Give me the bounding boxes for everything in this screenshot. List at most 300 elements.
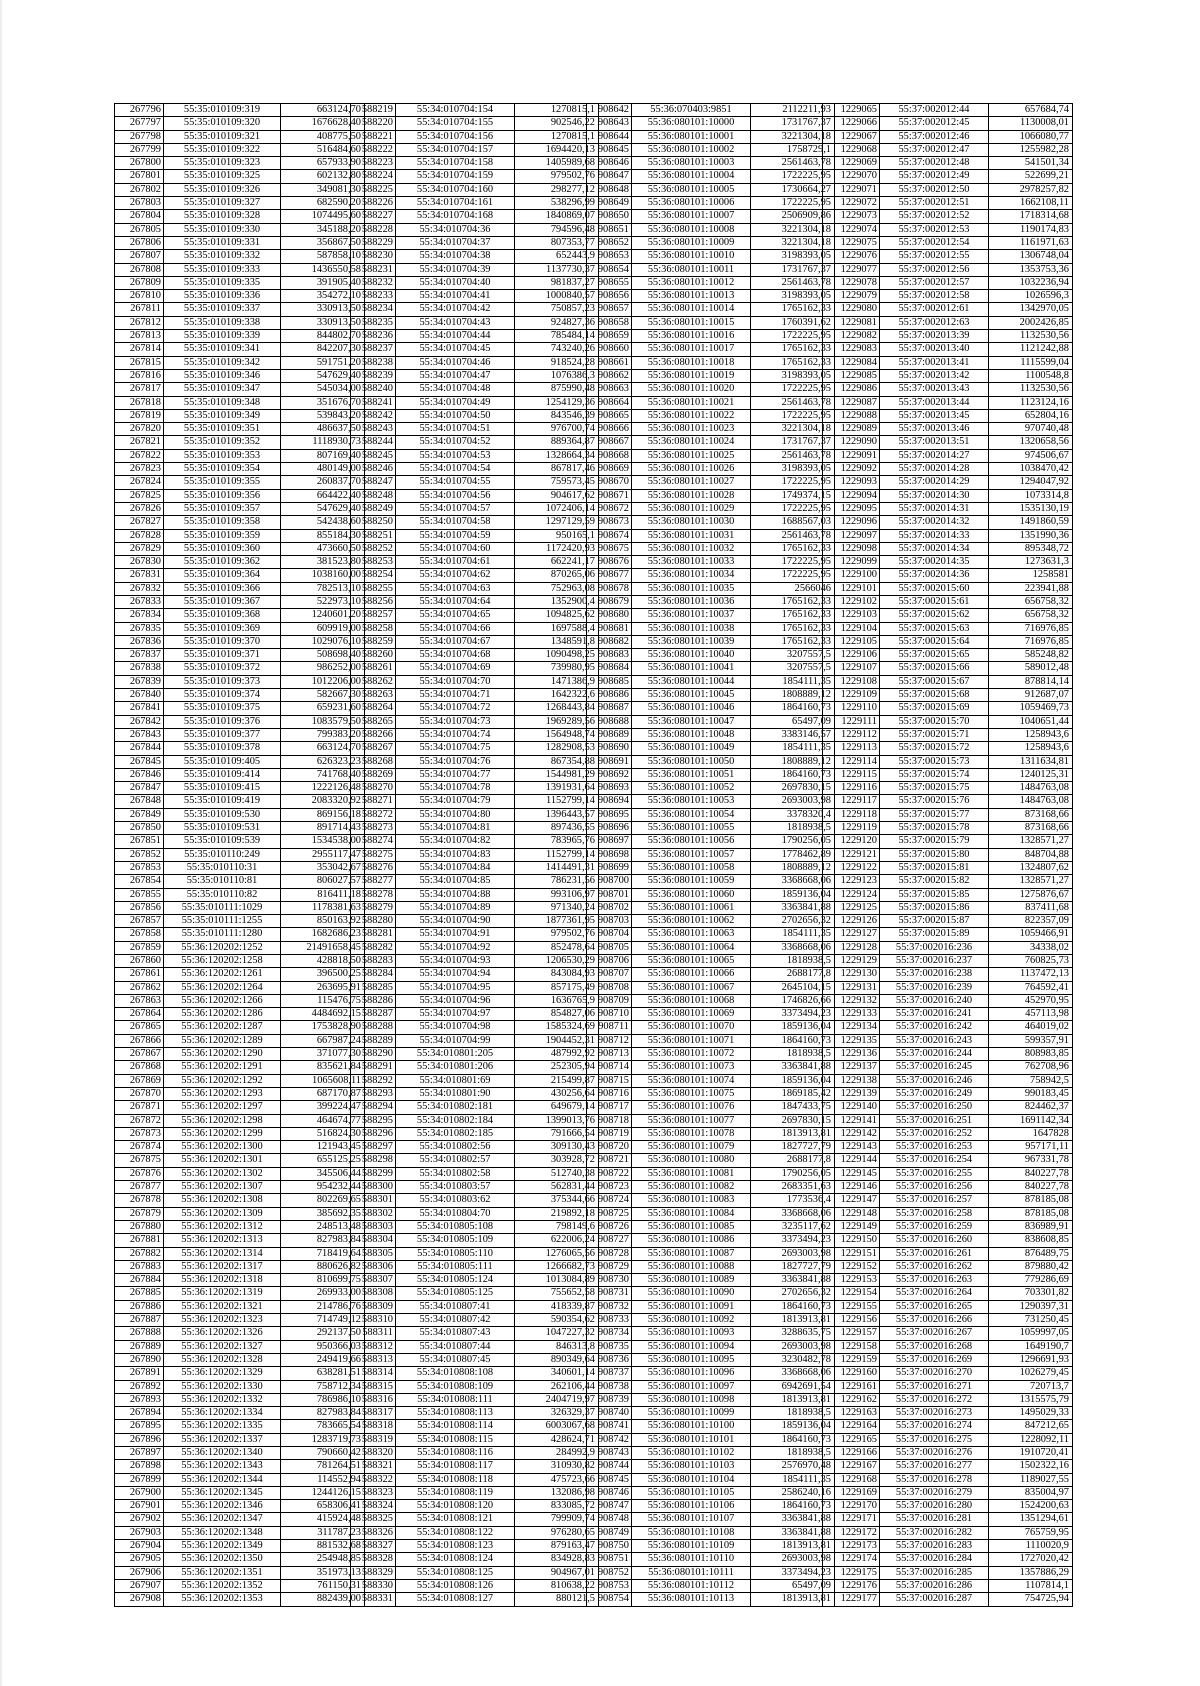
row-number: 1229162 — [823, 1393, 880, 1406]
cadastral-number: 55:35:010110:81 — [164, 875, 281, 888]
row-number: 1229138 — [823, 1074, 880, 1087]
cadastral-number: 55:35:010109:378 — [164, 742, 281, 755]
row-number: 588252 — [351, 542, 396, 555]
cadastral-value: 1813913,81 — [751, 1127, 835, 1140]
row-number: 908680 — [587, 609, 632, 622]
cadastral-value: 808983,85 — [989, 1048, 1073, 1061]
cadastral-number: 55:35:010109:321 — [164, 130, 281, 143]
cadastral-number: 55:35:010109:332 — [164, 250, 281, 263]
cadastral-value: 1152799,14 — [515, 848, 599, 861]
table-row — [587, 1300, 835, 1313]
table-row — [823, 1048, 1073, 1061]
cadastral-value: 1773536,4 — [751, 1194, 835, 1207]
table-row — [587, 1087, 835, 1100]
cadastral-value: 1357886,29 — [989, 1566, 1073, 1579]
cadastral-value: 3363841,88 — [751, 1061, 835, 1074]
cadastral-number: 55:34:010808:115 — [396, 1433, 515, 1446]
cadastral-value: 889364,87 — [515, 436, 599, 449]
cadastral-value: 263695,91 — [281, 981, 365, 994]
row-number: 588243 — [351, 423, 396, 436]
table-row — [587, 197, 835, 210]
row-number: 908750 — [587, 1540, 632, 1553]
row-number: 1229167 — [823, 1460, 880, 1473]
cadastral-value: 3368668,06 — [751, 1367, 835, 1380]
cadastral-number: 55:34:010704:80 — [396, 808, 515, 821]
row-number: 1229118 — [823, 808, 880, 821]
table-row — [587, 1008, 835, 1021]
table-row — [587, 994, 835, 1007]
table-row — [351, 157, 599, 170]
cadastral-value: 311787,23 — [281, 1526, 365, 1539]
row-number: 267842 — [115, 715, 164, 728]
row-number: 267832 — [115, 582, 164, 595]
row-number: 267891 — [115, 1367, 164, 1380]
cadastral-value: 897436,55 — [515, 822, 599, 835]
cadastral-value: 418339,87 — [515, 1300, 599, 1313]
table-row — [115, 436, 365, 449]
cadastral-value: 807169,40 — [281, 449, 365, 462]
table-row — [115, 1127, 365, 1140]
table-row — [823, 409, 1073, 422]
cadastral-value: 2702656,32 — [751, 915, 835, 928]
cadastral-value: 971340,24 — [515, 901, 599, 914]
row-number: 267807 — [115, 250, 164, 263]
cadastral-number: 55:37:002015:68 — [880, 689, 989, 702]
table-row — [115, 981, 365, 994]
cadastral-value: 957171,11 — [989, 1141, 1073, 1154]
cadastral-number: 55:36:080101:10040 — [632, 649, 751, 662]
table-row — [351, 622, 599, 635]
table-row — [115, 1327, 365, 1340]
row-number: 908642 — [587, 104, 632, 117]
cadastral-number: 55:34:010704:36 — [396, 223, 515, 236]
row-number: 908670 — [587, 476, 632, 489]
row-number: 1229106 — [823, 649, 880, 662]
row-number: 588272 — [351, 808, 396, 821]
cadastral-number: 55:37:002016:280 — [880, 1500, 989, 1513]
cadastral-number: 55:36:080101:10082 — [632, 1181, 751, 1194]
row-number: 588262 — [351, 675, 396, 688]
cadastral-number: 55:36:080101:10112 — [632, 1579, 751, 1592]
row-number: 267863 — [115, 994, 164, 1007]
cadastral-value: 834928,83 — [515, 1553, 599, 1566]
cadastral-value: 1854111,35 — [751, 1473, 835, 1486]
cadastral-number: 55:37:002012:58 — [880, 290, 989, 303]
row-number: 908703 — [587, 915, 632, 928]
cadastral-value: 785484,14 — [515, 330, 599, 343]
cadastral-value: 3368668,06 — [751, 875, 835, 888]
table-row — [351, 569, 599, 582]
row-number: 267829 — [115, 542, 164, 555]
table-row — [351, 369, 599, 382]
cadastral-value: 132086,98 — [515, 1486, 599, 1499]
cadastral-value: 1258581 — [989, 569, 1073, 582]
table-row — [823, 1141, 1073, 1154]
cadastral-number: 55:36:080101:10066 — [632, 968, 751, 981]
cadastral-value: 1351294,61 — [989, 1513, 1073, 1526]
cadastral-value: 3221304,18 — [751, 236, 835, 249]
cadastral-number: 55:35:010109:330 — [164, 223, 281, 236]
table-row — [351, 423, 599, 436]
cadastral-number: 55:36:080101:10003 — [632, 157, 751, 170]
row-number: 267878 — [115, 1194, 164, 1207]
row-number: 267808 — [115, 263, 164, 276]
table-row — [587, 728, 835, 741]
table-row — [823, 1446, 1073, 1459]
table-row — [115, 861, 365, 874]
row-number: 1229119 — [823, 822, 880, 835]
table-row — [351, 1114, 599, 1127]
row-number: 908645 — [587, 143, 632, 156]
cadastral-value: 349081,30 — [281, 183, 365, 196]
cadastral-number: 55:36:120202:1329 — [164, 1367, 281, 1380]
cadastral-number: 55:36:080101:10057 — [632, 848, 751, 861]
cadastral-number: 55:37:002014:29 — [880, 476, 989, 489]
cadastral-value: 522973,10 — [281, 595, 365, 608]
table-row — [115, 529, 365, 542]
row-number: 908652 — [587, 236, 632, 249]
row-number: 1229142 — [823, 1127, 880, 1140]
cadastral-number: 55:37:002012:49 — [880, 170, 989, 183]
table-row — [823, 981, 1073, 994]
cadastral-number: 55:35:010109:370 — [164, 635, 281, 648]
table-row — [351, 1393, 599, 1406]
row-number: 588224 — [351, 170, 396, 183]
cadastral-number: 55:36:080101:10059 — [632, 875, 751, 888]
table-row — [823, 768, 1073, 781]
row-number: 267827 — [115, 516, 164, 529]
cadastral-value: 902546,22 — [515, 117, 599, 130]
table-row — [115, 1021, 365, 1034]
cadastral-number: 55:36:120202:1345 — [164, 1486, 281, 1499]
table-row — [587, 356, 835, 369]
cadastral-number: 55:34:010704:58 — [396, 516, 515, 529]
table-row — [587, 782, 835, 795]
row-number: 588248 — [351, 489, 396, 502]
cadastral-value: 6003067,68 — [515, 1420, 599, 1433]
cadastral-number: 55:36:080101:10048 — [632, 728, 751, 741]
cadastral-value: 2561463,78 — [751, 276, 835, 289]
cadastral-value: 1818938,5 — [751, 822, 835, 835]
cadastral-number: 55:37:002016:244 — [880, 1048, 989, 1061]
cadastral-number: 55:37:002016:286 — [880, 1579, 989, 1592]
cadastral-number: 55:35:010109:347 — [164, 383, 281, 396]
cadastral-value: 835004,97 — [989, 1486, 1073, 1499]
row-number: 267805 — [115, 223, 164, 236]
cadastral-value: 783665,54 — [281, 1420, 365, 1433]
table-row — [115, 795, 365, 808]
cadastral-value: 1282908,53 — [515, 742, 599, 755]
table-row — [351, 1553, 599, 1566]
cadastral-value: 457113,98 — [989, 1008, 1073, 1021]
row-number: 908723 — [587, 1181, 632, 1194]
table-row — [823, 1420, 1073, 1433]
cadastral-number: 55:34:010704:66 — [396, 622, 515, 635]
table-row — [823, 1181, 1073, 1194]
row-number: 908709 — [587, 994, 632, 1007]
table-row — [587, 250, 835, 263]
cadastral-number: 55:36:080101:10069 — [632, 1008, 751, 1021]
table-row — [115, 1579, 365, 1592]
cadastral-value: 824462,37 — [989, 1101, 1073, 1114]
cadastral-value: 1273631,3 — [989, 556, 1073, 569]
row-number: 267824 — [115, 476, 164, 489]
cadastral-value: 1132530,56 — [989, 383, 1073, 396]
cadastral-number: 55:35:010111:1255 — [164, 915, 281, 928]
row-number: 267895 — [115, 1420, 164, 1433]
table-row — [587, 835, 835, 848]
cadastral-value: 1038160,00 — [281, 569, 365, 582]
table-row — [587, 1101, 835, 1114]
cadastral-value: 452970,95 — [989, 994, 1073, 1007]
table-row — [115, 1380, 365, 1393]
table-row — [823, 1314, 1073, 1327]
cadastral-value: 599357,91 — [989, 1034, 1073, 1047]
cadastral-value: 810699,75 — [281, 1274, 365, 1287]
row-number: 588294 — [351, 1101, 396, 1114]
table-row — [115, 1034, 365, 1047]
table-row — [587, 1420, 835, 1433]
table-row — [587, 236, 835, 249]
table-row — [587, 330, 835, 343]
cadastral-value: 1396443,57 — [515, 808, 599, 821]
cadastral-value: 1676628,40 — [281, 117, 365, 130]
table-row — [823, 994, 1073, 1007]
cadastral-number: 55:36:080101:10037 — [632, 609, 751, 622]
cadastral-number: 55:35:010109:325 — [164, 170, 281, 183]
row-number: 267821 — [115, 436, 164, 449]
cadastral-number: 55:37:002013:45 — [880, 409, 989, 422]
cadastral-number: 55:36:080101:10097 — [632, 1380, 751, 1393]
cadastral-number: 55:37:002015:73 — [880, 755, 989, 768]
cadastral-table-column-1 — [114, 103, 365, 1607]
row-number: 1229147 — [823, 1194, 880, 1207]
cadastral-value: 1137730,37 — [515, 263, 599, 276]
table-row — [823, 569, 1073, 582]
row-number: 1229116 — [823, 782, 880, 795]
table-row — [587, 183, 835, 196]
cadastral-value: 391905,40 — [281, 276, 365, 289]
cadastral-number: 55:36:120202:1261 — [164, 968, 281, 981]
table-row — [823, 303, 1073, 316]
table-row — [823, 143, 1073, 156]
table-row — [115, 476, 365, 489]
cadastral-value: 3288635,75 — [751, 1327, 835, 1340]
row-number: 1229102 — [823, 595, 880, 608]
row-number: 908682 — [587, 635, 632, 648]
row-number: 1229085 — [823, 369, 880, 382]
cadastral-value: 755652,58 — [515, 1287, 599, 1300]
row-number: 908710 — [587, 1008, 632, 1021]
table-row — [351, 702, 599, 715]
cadastral-number: 55:34:010704:42 — [396, 303, 515, 316]
cadastral-value: 720713,7 — [989, 1380, 1073, 1393]
cadastral-value: 799383,20 — [281, 728, 365, 741]
cadastral-value: 2955117,47 — [281, 848, 365, 861]
cadastral-value: 2566046 — [751, 582, 835, 595]
row-number: 588261 — [351, 662, 396, 675]
cadastral-value: 475723,66 — [515, 1473, 599, 1486]
cadastral-number: 55:34:010704:92 — [396, 941, 515, 954]
cadastral-value: 3207557,5 — [751, 649, 835, 662]
table-row — [823, 888, 1073, 901]
row-number: 588328 — [351, 1553, 396, 1566]
cadastral-number: 55:36:080101:10088 — [632, 1260, 751, 1273]
cadastral-number: 55:34:010704:89 — [396, 901, 515, 914]
cadastral-number: 55:36:080101:10045 — [632, 689, 751, 702]
cadastral-number: 55:34:010704:38 — [396, 250, 515, 263]
table-row — [115, 742, 365, 755]
cadastral-number: 55:35:010109:327 — [164, 197, 281, 210]
cadastral-value: 464674,77 — [281, 1114, 365, 1127]
cadastral-value: 3198393,05 — [751, 463, 835, 476]
cadastral-value: 626323,23 — [281, 755, 365, 768]
cadastral-value: 65497,09 — [751, 1579, 835, 1592]
cadastral-value: 656758,32 — [989, 609, 1073, 622]
row-number: 908644 — [587, 130, 632, 143]
row-number: 588284 — [351, 968, 396, 981]
table-row — [587, 1247, 835, 1260]
row-number: 1229078 — [823, 276, 880, 289]
row-number: 1229092 — [823, 463, 880, 476]
cadastral-number: 55:34:010808:126 — [396, 1579, 515, 1592]
table-row — [115, 542, 365, 555]
cadastral-number: 55:34:010704:56 — [396, 489, 515, 502]
cadastral-number: 55:35:010109:320 — [164, 117, 281, 130]
row-number: 1229170 — [823, 1500, 880, 1513]
row-number: 588220 — [351, 117, 396, 130]
cadastral-number: 55:36:120202:1301 — [164, 1154, 281, 1167]
row-number: 908646 — [587, 157, 632, 170]
cadastral-value: 798149,6 — [515, 1220, 599, 1233]
row-number: 588270 — [351, 782, 396, 795]
row-number: 267856 — [115, 901, 164, 914]
cadastral-value: 762708,96 — [989, 1061, 1073, 1074]
cadastral-number: 55:35:010109:357 — [164, 502, 281, 515]
cadastral-value: 904617,62 — [515, 489, 599, 502]
cadastral-number: 55:37:002016:283 — [880, 1540, 989, 1553]
cadastral-number: 55:36:080101:10038 — [632, 622, 751, 635]
row-number: 908717 — [587, 1101, 632, 1114]
row-number: 908679 — [587, 595, 632, 608]
table-row — [823, 702, 1073, 715]
cadastral-value: 1328664,34 — [515, 449, 599, 462]
cadastral-number: 55:36:080101:10023 — [632, 423, 751, 436]
table-row — [823, 1340, 1073, 1353]
cadastral-value: 1813913,81 — [751, 1314, 835, 1327]
table-row — [587, 516, 835, 529]
row-number: 1229079 — [823, 290, 880, 303]
row-number: 908666 — [587, 423, 632, 436]
row-number: 1229122 — [823, 861, 880, 874]
row-number: 1229177 — [823, 1593, 880, 1606]
cadastral-value: 1722225,95 — [751, 383, 835, 396]
cadastral-number: 55:34:010805:108 — [396, 1220, 515, 1233]
cadastral-value: 880626,82 — [281, 1260, 365, 1273]
table-row — [587, 1367, 835, 1380]
cadastral-number: 55:37:002013:51 — [880, 436, 989, 449]
cadastral-number: 55:37:002016:287 — [880, 1593, 989, 1606]
table-row — [115, 915, 365, 928]
row-number: 1229161 — [823, 1380, 880, 1393]
cadastral-number: 55:37:002015:62 — [880, 609, 989, 622]
cadastral-number: 55:36:120202:1314 — [164, 1247, 281, 1260]
cadastral-value: 2645104,15 — [751, 981, 835, 994]
table-row — [115, 1101, 365, 1114]
cadastral-value: 1688567,03 — [751, 516, 835, 529]
cadastral-number: 55:34:010808:114 — [396, 1420, 515, 1433]
row-number: 908687 — [587, 702, 632, 715]
row-number: 588291 — [351, 1061, 396, 1074]
table-row — [351, 1061, 599, 1074]
cadastral-number: 55:35:010109:319 — [164, 104, 281, 117]
table-row — [823, 742, 1073, 755]
table-row — [823, 609, 1073, 622]
table-row — [351, 782, 599, 795]
table-row — [587, 1287, 835, 1300]
cadastral-number: 55:37:002012:51 — [880, 197, 989, 210]
table-row — [351, 955, 599, 968]
cadastral-number: 55:37:002016:242 — [880, 1021, 989, 1034]
cadastral-value: 838608,85 — [989, 1234, 1073, 1247]
row-number: 588300 — [351, 1181, 396, 1194]
row-number: 267905 — [115, 1553, 164, 1566]
table-row — [823, 1380, 1073, 1393]
table-row — [351, 1287, 599, 1300]
row-number: 908673 — [587, 516, 632, 529]
cadastral-value: 303928,72 — [515, 1154, 599, 1167]
cadastral-value: 1808889,12 — [751, 755, 835, 768]
table-row — [115, 316, 365, 329]
row-number: 908651 — [587, 223, 632, 236]
row-number: 267833 — [115, 595, 164, 608]
cadastral-number: 55:35:010109:322 — [164, 143, 281, 156]
row-number: 1229148 — [823, 1207, 880, 1220]
cadastral-number: 55:36:080101:10095 — [632, 1353, 751, 1366]
row-number: 908665 — [587, 409, 632, 422]
cadastral-number: 55:35:010109:338 — [164, 316, 281, 329]
cadastral-number: 55:34:010704:37 — [396, 236, 515, 249]
table-row — [115, 1460, 365, 1473]
row-number: 588233 — [351, 290, 396, 303]
table-row — [823, 117, 1073, 130]
row-number: 267849 — [115, 808, 164, 821]
cadastral-value: 1038470,42 — [989, 463, 1073, 476]
row-number: 1229159 — [823, 1353, 880, 1366]
row-number: 588286 — [351, 994, 396, 1007]
table-row — [823, 928, 1073, 941]
cadastral-number: 55:34:010704:96 — [396, 994, 515, 1007]
row-number: 908661 — [587, 356, 632, 369]
table-row — [587, 1446, 835, 1459]
row-number: 1229110 — [823, 702, 880, 715]
cadastral-number: 55:37:002015:72 — [880, 742, 989, 755]
table-row — [587, 1234, 835, 1247]
cadastral-number: 55:36:120202:1328 — [164, 1353, 281, 1366]
cadastral-value: 662241,17 — [515, 556, 599, 569]
table-row — [823, 197, 1073, 210]
cadastral-value: 1840869,07 — [515, 210, 599, 223]
table-row — [823, 130, 1073, 143]
table-row — [587, 1074, 835, 1087]
table-row — [351, 1327, 599, 1340]
cadastral-value: 3363841,88 — [751, 1274, 835, 1287]
row-number: 267898 — [115, 1460, 164, 1473]
row-number: 588317 — [351, 1407, 396, 1420]
table-row — [351, 1446, 599, 1459]
row-number: 588230 — [351, 250, 396, 263]
cadastral-value: 396500,25 — [281, 968, 365, 981]
